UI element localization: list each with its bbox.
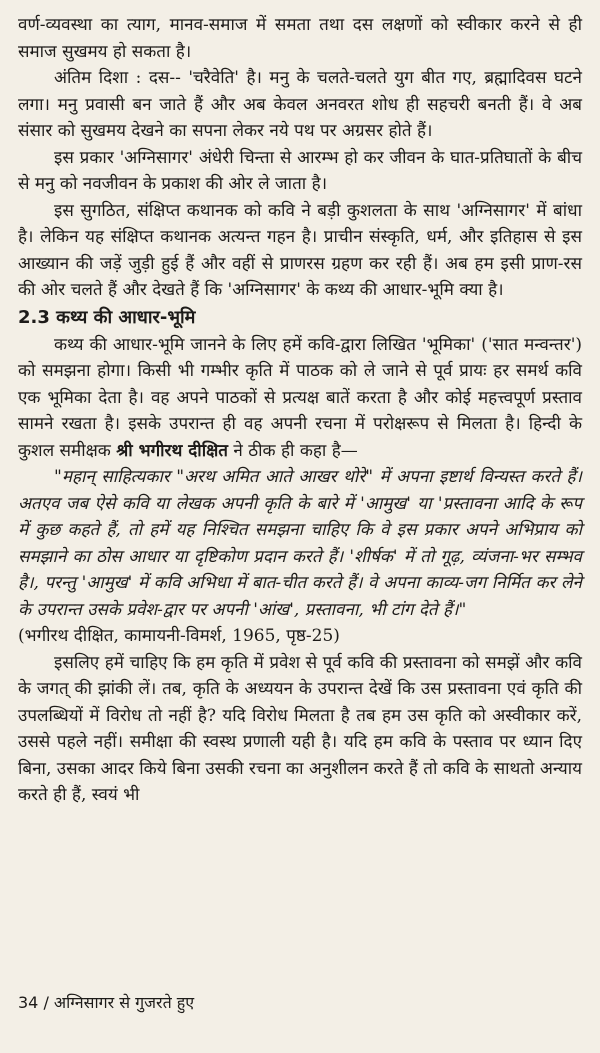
- page-footer: 34 / अग्निसागर से गुजरते हुए: [18, 993, 195, 1012]
- paragraph-4: इस सुगठित, संक्षिप्त कथानक को कवि ने बड़ी कुशलता के साथ 'अग्निसागर' में बांधा है। लेकिन यह संक्षिप्त कथानक अत्यन्त गहन है। प्राचीन संस्कृति, धर्म, और इतिहास से इस आख्यान की जड़ें जुड़ी हुई हैं और वहीं से प्राणरस ग्रहण कर रही हैं। अब हम इसी प्राण-रस की ओर चलते हैं और देखते हैं कि 'अग्निसागर' के कथ्य की आधार-भूमि क्या है।: [18, 200, 582, 300]
- block-quote: "महान् साहित्यकार "अरथ अमित आते आखर थोरे" में अपना इष्टार्थ विन्यस्त करते हैं। अतएव जब ऐसे कवि या लेखक अपनी कृति के बारे में 'आमुख' या 'प्रस्तावना आदि के रूप में कुछ कहते हैं, तो हमें यह निश्चित समझना चाहिए कि वे इस प्रकार अपने अभिप्राय को समझाने का ठोस आधार या दृष्टिकोण प्रदान करते हैं। 'शीर्षक' में तो गूढ़, व्यंजना-भर सम्भव है।, परन्तु 'आमुख' में कवि अभिधा में बात-चीत करते हैं। वे अपना काव्य-जग निर्मित कर लेने के उपरान्त उसके प्रवेश-द्वार पर अपनी 'आंख', प्रस्तावना, भी टांग देते हैं।": [18, 467, 582, 620]
- section-heading: 2.3 कथ्य की आधार-भूमि: [18, 306, 196, 328]
- paragraph-3: इस प्रकार 'अग्निसागर' अंधेरी चिन्ता से आरम्भ हो कर जीवन के घात-प्रतिघातों के बीच से मनु को नवजीवन के प्रकाश की ओर ले जाता है।: [18, 147, 582, 194]
- paragraph-6: इसलिए हमें चाहिए कि हम कृति में प्रवेश से पूर्व कवि की प्रस्तावना को समझें और कवि के जगत् की झांकी लें। तब, कृति के अध्ययन के उपरान्त देखें कि उस प्रस्तावना एवं कृति की उपलब्धियों में विरोध तो नहीं है? यदि विरोध मिलता है तब हम उस कृति को अस्वीकार करें, उससे पहले नहीं। समीक्षा की स्वस्थ प्रणाली यही है। यदि हम कवि के पस्ताव पर ध्यान दिए बिना, उसका आदर किये बिना उसकी रचना का अनुशीलन करते हैं तो कवि के साथतो अन्याय करते ही हैं, स्वयं भी: [18, 652, 582, 805]
- paragraph-5-text: कथ्य की आधार-भूमि जानने के लिए हमें कवि-द्वारा लिखित 'भूमिका' ('सात मन्वन्तर') को समझना होगा। किसी भी गम्भीर कृति में पाठक को ले जाने से पूर्व प्रायः हर समर्थ कवि एक भूमिका देता है। वह अपने पाठकों से प्रत्यक्ष बातें करता है और कोई महत्त्वपूर्ण प्रस्ताव सामने रखता है। इसके उपरान्त ही वह अपनी रचना में परोक्षरूप से मिलता है। हिन्दी के कुशल समीक्षक: [18, 334, 582, 461]
- paragraph-5-tail: ने ठीक ही कहा है—: [228, 440, 358, 461]
- paragraph-5: [18, 332, 582, 465]
- critic-name: श्री भगीरथ दीक्षित: [116, 440, 228, 461]
- paragraph-2: अंतिम दिशा : दस-- 'चरैवेति' है। मनु के चलते-चलते युग बीत गए, ब्रह्मादिवस घटने लगा। मनु प्रवासी बन जाते हैं और अब केवल अनवरत शोध ही सहचरी बनती हैं। वे अब संसार को सुखमय देखने का सपना लेकर नये पथ पर अग्रसर होते हैं।: [18, 68, 582, 141]
- paragraph-1: वर्ण-व्यवस्था का त्याग, मानव-समाज में समता तथा दस लक्षणों को स्वीकार करने से ही समाज सुखमय हो सकता है।: [18, 15, 582, 62]
- citation: (भगीरथ दीक्षित, कामायनी-विमर्श, 1965, पृष्ठ-25): [18, 626, 340, 646]
